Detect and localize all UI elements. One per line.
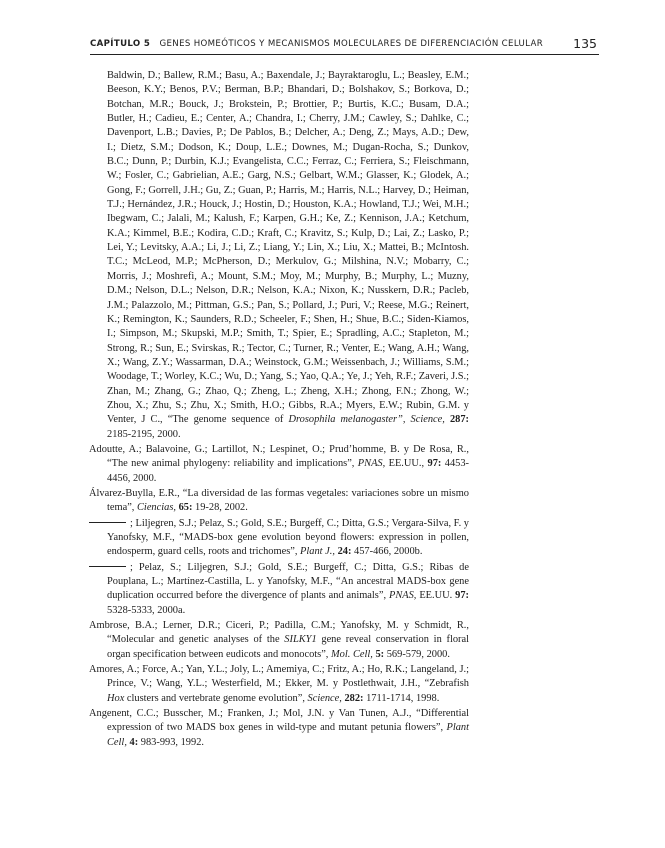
reference-pages: 4453-4456, 2000. xyxy=(107,458,469,484)
reference-item xyxy=(89,561,469,618)
reference-volume: 65: xyxy=(178,502,193,514)
reference-mid: gene reveal conservation in floral organ specification between eudicots and monocots”, xyxy=(107,634,469,660)
reference-mid: clusters and vertebrate genome evolution”, xyxy=(124,692,308,704)
running-header xyxy=(90,36,599,55)
repeated-author-dash xyxy=(89,522,126,523)
reference-pages: 983-993, 1992. xyxy=(138,736,204,748)
reference-volume: 97: xyxy=(427,458,442,470)
reference-journal: Science, xyxy=(307,692,342,704)
reference-journal: Plant Cell, xyxy=(107,722,469,748)
reference-item xyxy=(89,707,469,750)
reference-volume: 97: xyxy=(455,590,469,602)
reference-pages: 1711-1714, 1998. xyxy=(363,692,440,704)
reference-journal: Mol. Cell, xyxy=(331,648,373,660)
reference-authors: ; Pelaz, S.; Liljegren, S.J.; Gold, S.E.; Burgeff, C.; Ditta, G.S.; Ribas de Pouplana, L.; Martínez-Castilla, L. y Yanofsky, M.F., “An ancestral MADS-box gene duplication occurred before the divergence of plants and animals”, xyxy=(107,561,469,602)
chapter-heading xyxy=(90,39,543,49)
reference-item xyxy=(89,619,469,662)
reference-mid: EE.UU. xyxy=(416,590,456,602)
reference-authors: Baldwin, D.; Ballew, R.M.; Basu, A.; Baxendale, J.; Bayraktaroglu, L.; Beasley, E.M.; Beeson, K.Y.; Benos, P.V.; Berman, B.P.; Bhandari, D.; Bolshakov, S.; Borkova, D.; Botchan, M.R.; Bouck, J.; Brokstein, P.; Brottier, P.; Burtis, K.C.; Busam, D.A.; Butler, H.; Cadieu, E.; Center, A.; Chandra, I.; Cherry, J.M.; Cawley, S.; Dahlke, C.; Davenport, L.B.; Davies, P.; De Pablos, B.; Delcher, A.; Deng, Z.; Mays, A.D.; Dew, I.; Dietz, S.M.; Dodson, K.; Doup, L.E.; Downes, M.; Dugan-Rocha, S.; Dunkov, B.C.; Dunn, P.; Durbin, K.J.; Evangelista, C.C.; Ferraz, C.; Ferriera, S.; Fleischmann, W.; Fosler, C.; Gabrielian, A.E.; Garg, N.S.; Gelbart, W.M.; Glasser, K.; Glodek, A.; Gong, F.; Gorrell, J.H.; Gu, Z.; Guan, P.; Harris, M.; Harris, N.L.; Harvey, D.; Heiman, T.J.; Hernández, J.R.; Houck, J.; Hostin, D.; Houston, K.A.; Howland, T.J.; Wei, M.H.; Ibegwam, C.; Jalali, M.; Kalush, F.; Karpen, G.H.; Ke, Z.; Kennison, J.A.; Ketchum, K.A.; Kimmel, B.E.; Kodira, C.D.; Kraft, C.; Kravitz, S.; Kulp, D.; Lai, Z.; Lasko, P.; Lei, Y.; Levitsky, A.A.; Li, J.; Li, Z.; Liang, Y.; Lin, X.; Liu, X.; Mattei, B.; McIntosh. T.C.; McLeod, M.P.; McPherson, D.; Merkulov, G.; Milshina, N.V.; Mobarry, C.; Morris, J.; Moshrefi, A.; Mount, S.M.; Moy, M.; Murphy, B.; Murphy, L.; Muzny, D.M.; Nelson, D.L.; Nelson, D.R.; Nelson, K.A.; Nixon, K.; Nusskern, D.R.; Pacleb, J.M.; Palazzolo, M.; Pittman, G.S.; Pan, S.; Pollard, J.; Puri, V.; Reese, M.G.; Reinert, K.; Remington, K.; Saunders, R.D.; Scheeler, F.; Shen, H.; Shue, B.C.; Siden-Kiamos, I.; Simpson, M.; Skupski, M.P.; Smith, T.; Spier, E.; Spradling, A.C.; Stapleton, M.; Strong, R.; Sun, E.; Svirskas, R.; Tector, C.; Turner, R.; Venter, E.; Wang, A.H.; Wang, X.; Wang, Z.Y.; Wassarman, D.A.; Weinstock, G.M.; Weissenbach, J.; Williams, S.M.; Woodage, T.; Worley, K.C.; Wu, D.; Yang, S.; Yao, Q.A.; Ye, J.; Yeh, R.F.; Zaveri, J.S.; Zhan, M.; Zhang, G.; Zhao, Q.; Zheng, L.; Zheng, X.H.; Zhong, F.N.; Zhong, W.; Zhou, X.; Zhu, S.; Zhu, X.; Smith, H.O.; Gibbs, R.A.; Myers, E.W.; Rubin, G.M. y Venter, J C., “The genome sequence of xyxy=(107,70,469,426)
reference-volume: 282: xyxy=(341,692,364,704)
page-number: 135 xyxy=(573,36,597,51)
reference-item xyxy=(89,517,469,560)
reference-authors: ; Liljegren, S.J.; Pelaz, S.; Gold, S.E.; Burgeff, C.; Ditta, G.S.; Vergara-Silva, F. y Yanofsky, M.F., “MADS-box gene evolution beyond flowers: expression in pollen, endosperm, guard cells, roots and trichomes”, xyxy=(107,517,469,558)
reference-journal: PNAS, xyxy=(388,590,417,602)
reference-authors: Álvarez-Buylla, E.R., “La diversidad de las formas vegetales: variaciones sobre un mismo tema”, xyxy=(89,487,469,514)
reference-item xyxy=(89,487,469,516)
chapter-label: CAPÍTULO 5 xyxy=(90,39,151,49)
reference-mid: EE.UU., xyxy=(385,458,428,470)
reference-pages: 569-579, 2000. xyxy=(384,648,450,660)
reference-journal: Plant J., xyxy=(300,546,335,558)
reference-pages: 19-28, 2002. xyxy=(192,502,248,514)
reference-volume: 287: xyxy=(444,414,469,426)
reference-pages: 457-466, 2000b. xyxy=(351,546,423,558)
reference-journal: PNAS, xyxy=(357,458,386,470)
reference-volume: 24: xyxy=(337,546,352,558)
reference-authors: Ambrose, B.A.; Lerner, D.R.; Ciceri, P.; Padilla, C.M.; Yanofsky, M. y Schmidt, R., “Molecular and genetic analyses of the xyxy=(89,620,469,646)
reference-authors: Amores, A.; Force, A.; Yan, Y.L.; Joly, L.; Amemiya, C.; Fritz, A.; Ho, R.K.; Langeland, J.; Prince, V.; Wang, Y.L.; Westerfield, M.; Ekker, M. y Postlethwait, J.H., “Zebrafish xyxy=(89,664,469,690)
reference-gene-name: SILKY1 xyxy=(284,634,317,646)
reference-item xyxy=(89,69,469,442)
reference-volume: 5: xyxy=(372,648,385,660)
reference-item xyxy=(89,663,469,706)
reference-journal: Ciencias, xyxy=(137,502,176,514)
reference-item xyxy=(89,443,469,486)
reference-pages: 5328-5333, 2000a. xyxy=(107,604,186,616)
reference-authors: Angenent, C.C.; Busscher, M.; Franken, J.; Mol, J.N. y Van Tunen, A.J., “Differential expression of two MADS box genes in wild-type and mutant petunia flowers”, xyxy=(89,708,469,734)
reference-list xyxy=(89,69,469,751)
reference-title: Drosophila melanogaster”, Science, xyxy=(288,414,445,426)
repeated-author-dash xyxy=(89,566,126,567)
reference-volume: 4: xyxy=(129,736,139,748)
reference-pages: 2185-2195, 2000. xyxy=(107,428,181,440)
reference-gene-name: Hox xyxy=(107,692,125,704)
reference-authors: Adoutte, A.; Balavoine, G.; Lartillot, N.; Lespinet, O.; Prud’homme, B. y De Rosa, R., “The new animal phylogeny: reliability and implications”, xyxy=(89,443,469,470)
chapter-title: GENES HOMEÓTICOS Y MECANISMOS MOLECULARES DE DIFERENCIACIÓN CELULAR xyxy=(159,39,544,49)
